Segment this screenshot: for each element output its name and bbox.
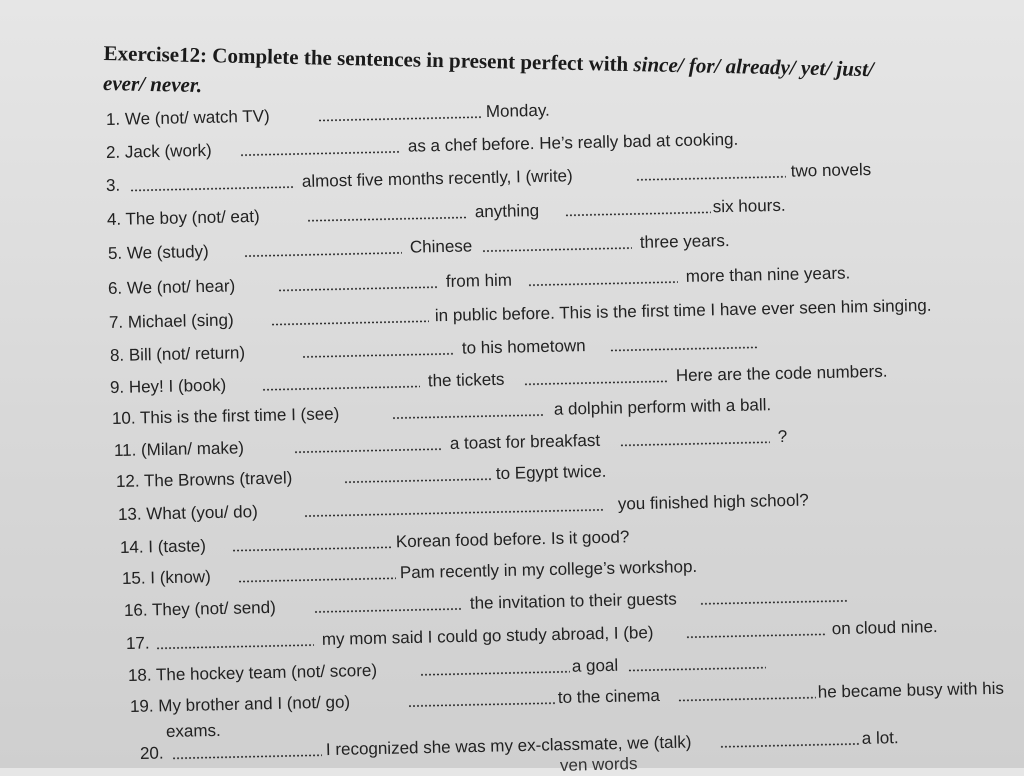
sentence-segment: six hours. — [712, 195, 786, 217]
sentence-segment: my mom said I could go study abroad, I (be) — [321, 622, 654, 649]
answer-blank[interactable] — [302, 353, 454, 358]
sentence-segment: 6. We (not/ hear) — [107, 276, 236, 298]
title-italic-tail: ever/ never. — [102, 70, 203, 98]
sentence-segment: 1. We (not/ watch TV) — [105, 106, 270, 129]
answer-blank[interactable] — [238, 577, 396, 582]
sentence-segment: 8. Bill (not/ return) — [109, 343, 246, 365]
sentence-segment: to his hometown — [461, 336, 586, 358]
answer-blank[interactable] — [524, 380, 668, 385]
answer-blank[interactable] — [271, 320, 429, 325]
answer-blank[interactable] — [420, 671, 570, 676]
sentence-segment: a toast for breakfast — [449, 430, 601, 453]
sentence-segment: 14. I (taste) — [119, 536, 207, 557]
title-bold: Exercise12: Complete the sentences in present perfect with — [103, 40, 634, 77]
sentence-segment: to the cinema — [557, 685, 661, 708]
answer-blank[interactable] — [678, 697, 816, 702]
answer-blank[interactable] — [244, 252, 402, 257]
answer-blank[interactable] — [720, 743, 860, 748]
sentence-segment: to Egypt twice. — [495, 461, 607, 484]
sentence-segment: in public before. This is the first time I have ever seen him singing. — [434, 295, 932, 326]
answer-blank[interactable] — [314, 608, 462, 613]
sentence-segment: Chinese — [409, 236, 473, 257]
sentence-segment: 19. My brother and I (not/ go) — [129, 692, 351, 716]
answer-blank[interactable] — [392, 414, 544, 419]
sentence-segment: 9. Hey! I (book) — [109, 375, 227, 397]
answer-blank[interactable] — [408, 702, 556, 707]
sentence-segment: I recognized she was my ex-classmate, we (talk) — [325, 732, 692, 760]
sentence-segment: 20. — [139, 743, 164, 763]
sentence-segment: three years. — [639, 230, 730, 252]
sentence-segment: Monday. — [485, 100, 551, 122]
answer-blank[interactable] — [172, 754, 322, 759]
sentence-segment: a lot. — [861, 728, 899, 748]
answer-blank[interactable] — [304, 509, 604, 517]
sentence-segment: 5. We (study) — [107, 241, 209, 263]
sentence-segment: you finished high school? — [617, 490, 809, 514]
sentence-segment: 11. (Milan/ make) — [113, 438, 245, 460]
title-italic-connectors: since/ for/ already/ yet/ just/ — [633, 52, 875, 82]
sentence-segment: Here are the code numbers. — [675, 361, 888, 386]
sentence-segment: exams. — [165, 720, 221, 741]
answer-blank[interactable] — [307, 216, 467, 221]
answer-blank[interactable] — [700, 600, 848, 605]
answer-blank[interactable] — [565, 211, 711, 216]
answer-blank[interactable] — [130, 186, 295, 191]
answer-blank[interactable] — [628, 667, 766, 672]
sentence-segment: 12. The Browns (travel) — [115, 468, 293, 491]
sentence-segment: 10. This is the first time I (see) — [111, 404, 340, 428]
sentence-segment: ? — [777, 426, 788, 447]
sentence-segment: a dolphin perform with a ball. — [553, 395, 772, 419]
sentence-segment: the invitation to their guests — [469, 589, 677, 613]
answer-blank[interactable] — [318, 116, 481, 121]
sentence-segment: he became busy with his — [817, 678, 1005, 702]
sentence-segment: 3. — [105, 175, 121, 195]
answer-blank[interactable] — [278, 286, 438, 291]
sentence-line — [108, 226, 988, 268]
answer-blank[interactable] — [610, 346, 758, 351]
sentence-segment: the tickets — [427, 369, 505, 391]
answer-blank[interactable] — [240, 151, 400, 156]
answer-blank[interactable] — [232, 546, 392, 551]
answer-blank[interactable] — [528, 281, 678, 286]
sentence-segment: Korean food before. Is it good? — [395, 527, 630, 552]
sentence-segment: 15. I (know) — [121, 567, 211, 588]
next-exercise-fragment: ven words — [559, 753, 638, 776]
sentence-segment: from him — [445, 270, 513, 291]
sentence-segment: almost five months recently, I (write) — [301, 166, 573, 191]
sentence-segment: more than nine years. — [685, 263, 851, 286]
sentence-segment: two novels — [790, 159, 872, 181]
sentence-segment: 4. The boy (not/ eat) — [106, 206, 260, 229]
sentence-segment: 18. The hockey team (not/ score) — [127, 660, 378, 685]
answer-blank[interactable] — [482, 247, 632, 252]
sentence-segment: 16. They (not/ send) — [123, 597, 276, 620]
sentence-segment: 2. Jack (work) — [105, 140, 212, 162]
answer-blank[interactable] — [294, 448, 442, 453]
sentence-segment: Pam recently in my college’s workshop. — [399, 556, 698, 583]
answer-blank[interactable] — [636, 176, 786, 181]
sentence-segment: 17. — [125, 633, 150, 653]
answer-blank[interactable] — [344, 478, 492, 483]
sentence-segment: 13. What (you/ do) — [117, 502, 258, 524]
answer-blank[interactable] — [156, 644, 314, 649]
answer-blank[interactable] — [620, 441, 770, 446]
answer-blank[interactable] — [262, 386, 420, 391]
answer-blank[interactable] — [686, 633, 826, 638]
sentence-segment: 7. Michael (sing) — [108, 310, 234, 332]
sentence-segment: on cloud nine. — [831, 617, 938, 639]
sentence-segment: anything — [474, 200, 540, 222]
sentence-segment: as a chef before. He’s really bad at cooking. — [407, 129, 739, 156]
sentence-segment: a goal — [571, 655, 619, 676]
